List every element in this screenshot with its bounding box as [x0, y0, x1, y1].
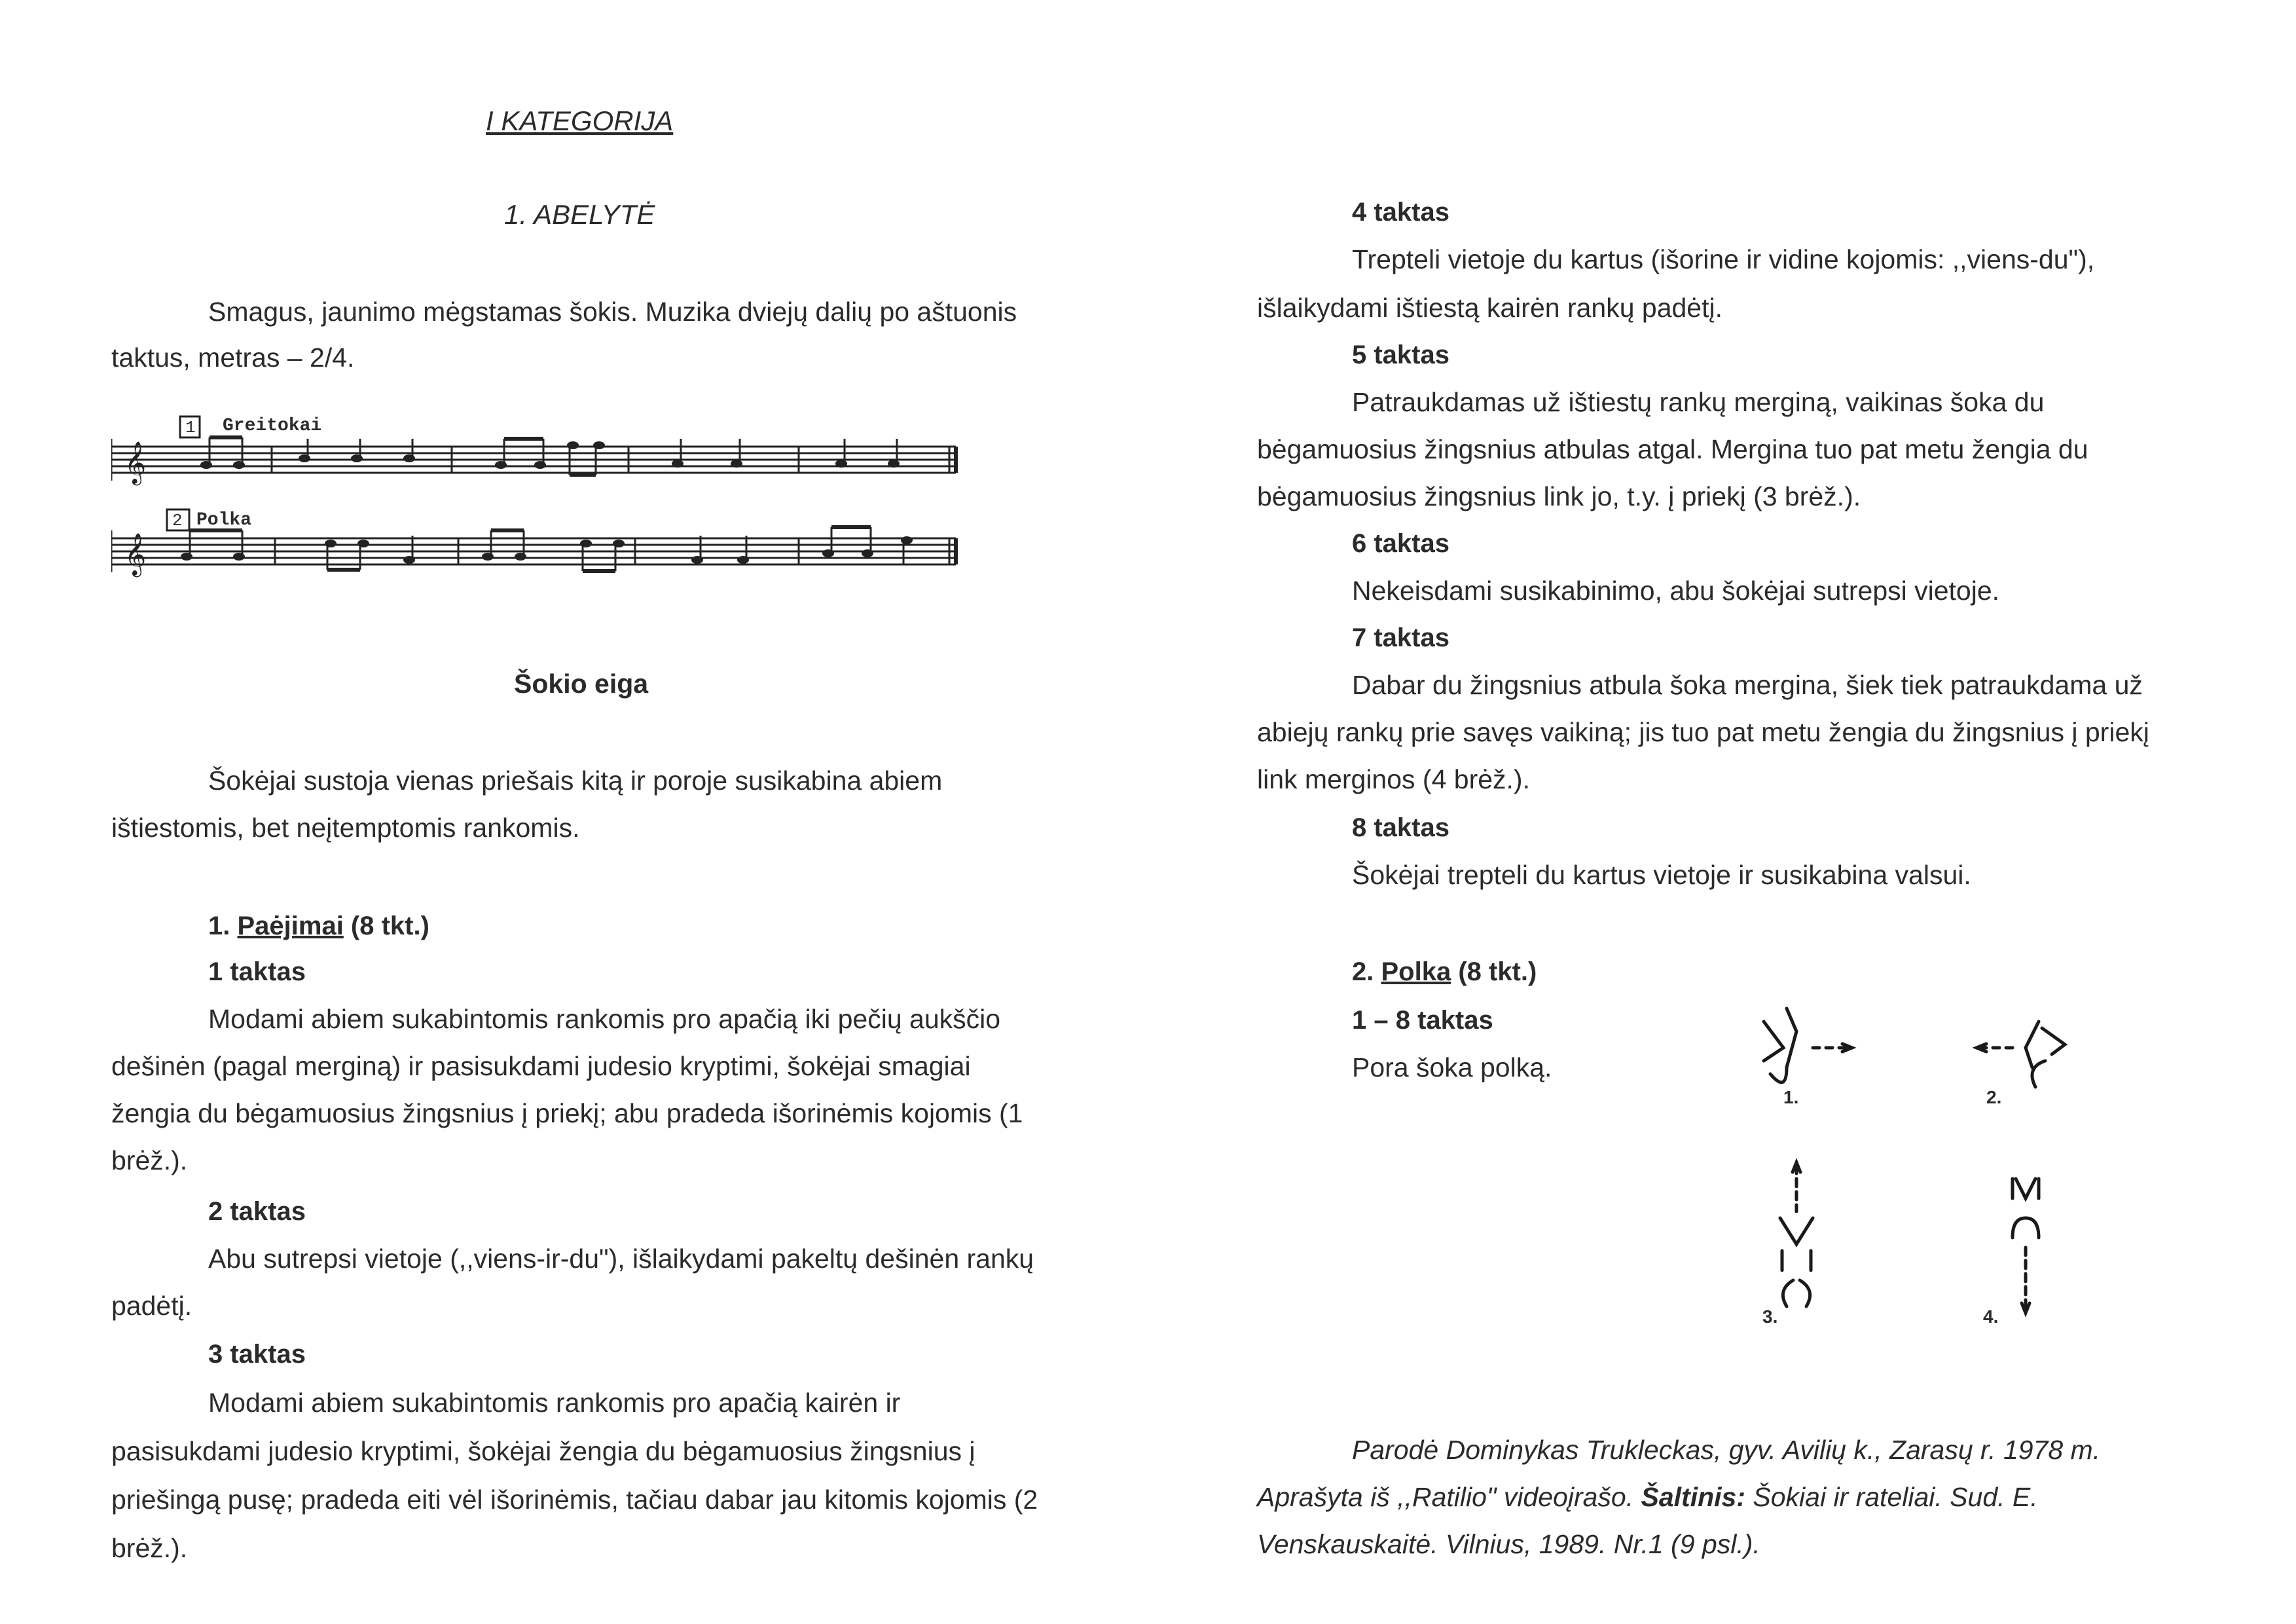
- source-label: Šaltinis:: [1641, 1482, 1745, 1512]
- start-line-2: ištiestomis, bet neįtemptomis rankomis.: [111, 813, 580, 843]
- measure-5-line-3: bėgamuosius žingsnius link jo, t.y. į priekį (3 brėž.).: [1257, 481, 1861, 511]
- part-2-line-1: Pora šoka polką.: [1352, 1052, 1552, 1082]
- start-line-1: Šokėjai sustoja vienas priešais kitą ir poroje susikabina abiem: [208, 766, 943, 796]
- part-1-heading: [208, 910, 429, 942]
- part-2-measures: 1 – 8 taktas: [1352, 1006, 1493, 1035]
- source-line-2: [1257, 1481, 2038, 1513]
- measure-7-line-1: Dabar du žingsnius atbula šoka mergina, šiek tiek patraukdama už: [1352, 670, 2143, 700]
- source-line-1: Parodė Dominykas Trukleckas, gyv. Avilių k., Zarasų r. 1978 m.: [1352, 1435, 2101, 1465]
- measure-8-line-1: Šokėjai trepteli du kartus vietoje ir susikabina valsui.: [1352, 860, 1971, 890]
- music-notation: [111, 413, 969, 609]
- measure-1-line-2: dešinėn (pagal merginą) ir pasisukdami judesio kryptimi, šokėjai smagiai: [111, 1051, 971, 1081]
- measure-4-line-1: Trepteli vietoje du kartus (išorine ir vidine kojomis: ,,viens-du"),: [1352, 244, 2095, 274]
- source-line-2-text: Aprašyta iš ,,Ratilio" videoįrašo.: [1257, 1482, 1641, 1512]
- measure-3-line-4: brėž.).: [111, 1533, 188, 1563]
- part-2-number: 2.: [1352, 957, 1381, 986]
- measure-7-line-2: abiejų rankų prie savęs vaikiną; jis tuo pat metu žengia du žingsnius į priekį: [1257, 717, 2149, 747]
- figure-1-label: 1.: [1783, 1087, 1799, 1107]
- section-title: Šokio eiga: [514, 669, 649, 699]
- part-2-title: Polka: [1381, 957, 1451, 986]
- part-2-suffix: (8 tkt.): [1451, 957, 1537, 986]
- measure-7-line-3: link merginos (4 brėž.).: [1257, 764, 1530, 794]
- measure-3-line-3: priešingą pusę; pradeda eiti vėl išorinėmis, tačiau dabar jau kitomis kojomis (2: [111, 1485, 1038, 1515]
- music-part-1-label: Greitokai: [223, 416, 322, 436]
- music-part-1-number: 1: [185, 418, 196, 437]
- figure-2-diagram: [1977, 1022, 2065, 1087]
- figure-2-label: 2.: [1986, 1087, 2002, 1107]
- measure-6-line-1: Nekeisdami susikabinimo, abu šokėjai sutrepsi vietoje.: [1352, 576, 2000, 606]
- intro-line-1: Smagus, jaunimo mėgstamas šokis. Muzika dviejų dalių po aštuonis: [208, 297, 1017, 327]
- part-2-heading: [1352, 956, 1537, 987]
- figure-4-diagram: [2013, 1179, 2039, 1313]
- part-1-number: 1.: [208, 912, 238, 940]
- figure-1-diagram: [1764, 1008, 1852, 1082]
- measure-2-line-2: padėtį.: [111, 1291, 192, 1321]
- dance-figures: [1724, 982, 2130, 1349]
- measure-4-line-2: išlaikydami ištiestą kairėn rankų padėtį.: [1257, 293, 1722, 323]
- music-part-2-number: 2: [172, 511, 183, 530]
- measure-5-line-2: bėgamuosius žingsnius atbulas atgal. Mergina tuo pat metu žengia du: [1257, 434, 2088, 464]
- figure-3-diagram: [1780, 1162, 1813, 1306]
- measure-3-line-2: pasisukdami judesio kryptimi, šokėjai žengia du bėgamuosius žingsnius į: [111, 1436, 975, 1466]
- dance-title: 1. ABELYTĖ: [504, 199, 655, 230]
- measure-1-line-3: žengia du bėgamuosius žingsnius į priekį; abu pradeda išorinėmis kojomis (1: [111, 1098, 1023, 1128]
- measure-4-title: 4 taktas: [1352, 198, 1449, 227]
- measure-2-title: 2 taktas: [208, 1197, 306, 1226]
- measure-1-line-1: Modami abiem sukabintomis rankomis pro apačią iki pečių aukščio: [208, 1004, 1001, 1034]
- part-1-suffix: (8 tkt.): [343, 912, 429, 940]
- measure-7-title: 7 taktas: [1352, 623, 1449, 652]
- measure-5-title: 5 taktas: [1352, 341, 1449, 369]
- source-line-3: Venskauskaitė. Vilnius, 1989. Nr.1 (9 psl.).: [1257, 1529, 1760, 1559]
- measure-5-line-1: Patraukdamas už ištiestų rankų merginą, vaikinas šoka du: [1352, 387, 2045, 417]
- measure-2-line-1: Abu sutrepsi vietoje (,,viens-ir-du"), išlaikydami pakeltų dešinėn rankų: [208, 1244, 1034, 1274]
- figure-3-label: 3.: [1762, 1306, 1778, 1327]
- figure-4-label: 4.: [1983, 1306, 1999, 1327]
- measure-1-title: 1 taktas: [208, 957, 306, 986]
- measure-3-line-1: Modami abiem sukabintomis rankomis pro apačią kairėn ir: [208, 1388, 901, 1418]
- part-1-title: Paėjimai: [237, 912, 344, 940]
- svg-text:𝄞: 𝄞: [124, 533, 147, 576]
- svg-text:𝄞: 𝄞: [124, 441, 147, 484]
- category-heading: I KATEGORIJA: [486, 105, 674, 136]
- measure-6-title: 6 taktas: [1352, 529, 1449, 558]
- measure-8-title: 8 taktas: [1352, 813, 1449, 842]
- dance-diagrams-image: [1724, 982, 2130, 1349]
- source-line-2-ref: Šokiai ir rateliai. Sud. E.: [1745, 1482, 2038, 1512]
- measure-1-line-4: brėž.).: [111, 1145, 188, 1175]
- music-part-2-label: Polka: [196, 510, 252, 530]
- measure-3-title: 3 taktas: [208, 1340, 306, 1369]
- right-page: [1148, 0, 2296, 1624]
- intro-line-2: taktus, metras – 2/4.: [111, 342, 355, 373]
